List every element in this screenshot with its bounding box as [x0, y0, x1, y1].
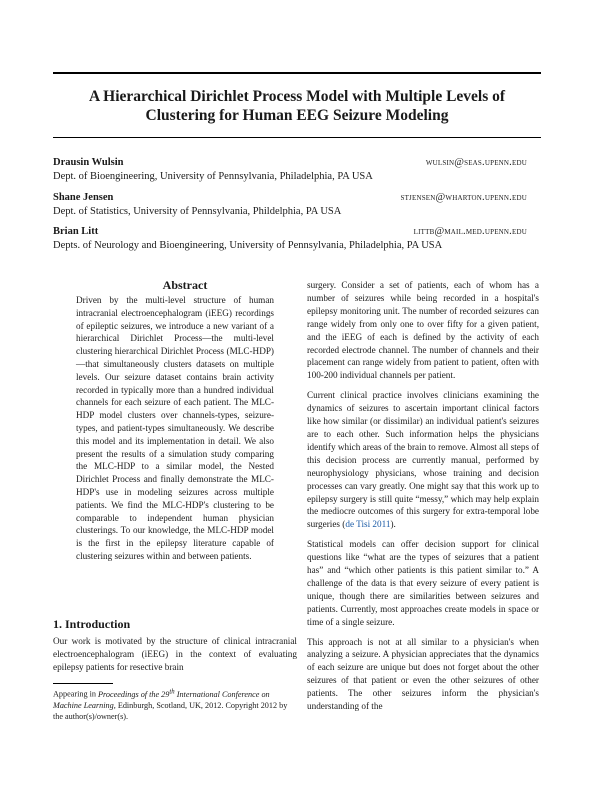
- footnote-rule: [53, 683, 113, 684]
- paragraph: surgery. Consider a set of patients, each of whom has a number of seizures while being recorded in a hospital's epilepsy monitoring unit. The number of recorded seizures can range widely from only one to over fifty for a given patient, and the iEEG of each is defined by the activity of each recorded electrode channel. The number of channels and their placement can range widely from patient to patient, often with 100-200 individual channels per patient.: [307, 280, 539, 381]
- title-line-2: Clustering for Human EEG Seizure Modeling: [145, 107, 449, 124]
- author-email: littb@mail.med.upenn.edu: [413, 226, 527, 237]
- title-line-1: A Hierarchical Dirichlet Process Model with Multiple Levels of: [88, 88, 506, 105]
- abstract-text: Driven by the multi-level structure of human intracranial electroencephalogram (iEEG) recordings of epileptic seizures, we introduce a new variant of a hierarchical Dirichlet Process—the multi-level clustering hierarchical Dirichlet Process (MLC-HDP)—that simultaneously clusters datasets on multiple levels. Our seizure dataset contains brain activity recorded in typically more than a hundred individual channels for each seizure of each patient. The MLC-HDP model clusters over channels-types, seizure-types, and patient-types simultaneously. We describe this model and its implementation in detail. We also present the results of a simulation study comparing the MLC-HDP to a similar model, the Nested Dirichlet Process and finally demonstrate the MLC-HDP's use in modeling seizures across multiple patients. We find the MLC-HDP's clustering to be comparable to independent human physician clusterings. To our knowledge, the MLC-HDP model is the first in the epilepsy literature capable of clustering seizures within and between patients.: [76, 295, 274, 561]
- right-column: [307, 279, 539, 720]
- author-affiliation: Depts. of Neurology and Bioengineering, University of Pennsylvania, Philadelphia, PA USA: [53, 240, 443, 251]
- paragraph-end: ).: [390, 519, 396, 530]
- paragraph: [307, 389, 539, 531]
- footnote-rest: , Edinburgh, Scotland, UK, 2012. Copyright 2012 by the author(s)/owner(s).: [53, 700, 288, 721]
- top-rule: [53, 72, 541, 74]
- footnote-superscript: th: [169, 688, 175, 695]
- paragraph-text: Current clinical practice involves clinicians examining the dynamics of seizures to ascertain important clinical factors like how similar (or dissimilar) an individual patient's seizures are to each other. Such information helps the physicians identify which areas of the brain to remove. Almost all steps of this decision process are currently manual, performed by neurophysiology physicians, whose training and decision processes can vary greatly. One might say that this work up to epilepsy surgery is still quite “messy,” which may help explain the mediocre outcomes of this surgery for extra-temporal lobe surgeries (: [307, 390, 539, 530]
- footnote-venue-b: International Conference on Machine Learning: [53, 689, 270, 710]
- author-email: wulsin@seas.upenn.edu: [425, 157, 527, 168]
- author-affiliation: Dept. of Statistics, University of Pennsylvania, Phildelphia, PA USA: [53, 206, 342, 217]
- author-name: Drausin Wulsin: [53, 157, 124, 168]
- author-email: stjensen@wharton.upenn.edu: [400, 192, 527, 203]
- footnote-prefix: Appearing in: [53, 689, 99, 699]
- title-bottom-rule: [53, 137, 541, 138]
- introduction-text: Our work is motivated by the structure of clinical intracranial electroencephalogram (iEEG) in the context of evaluating epilepsy patients for resective brain: [53, 636, 297, 672]
- author-block-1: [53, 157, 541, 182]
- footnote: [53, 686, 297, 722]
- citation-link[interactable]: de Tisi 2011: [345, 519, 391, 530]
- paper-title: [53, 87, 541, 125]
- paragraph: This approach is not at all similar to a physician's when analyzing a seizure. A physician appreciates that the dynamics of each seizure are unique but does not forget about the other seizures of that patient or even the other seizures of other patients. The other seizures inform the physician's understanding of the: [307, 636, 539, 712]
- author-affiliation: Dept. of Bioengineering, University of Pennsylvania, Philadelphia, PA USA: [53, 171, 373, 182]
- abstract-heading: Abstract: [162, 278, 208, 292]
- author-block-3: [53, 226, 541, 251]
- author-name: Shane Jensen: [53, 192, 114, 203]
- paragraph: Statistical models can offer decision support for clinical questions like “what are the types of seizures that a patient has” and “which other patients is this patient similar to.” A challenge of the data is that every seizure of every patient is unique, though there are similarities between seizures and patients. Currently, most approaches create models in space or time of a single seizure.: [307, 539, 539, 627]
- author-name: Brian Litt: [53, 226, 99, 237]
- section-heading-introduction: 1. Introduction: [53, 617, 131, 631]
- footnote-venue-a: Proceedings of the 29: [98, 689, 170, 699]
- author-block-2: [53, 192, 541, 217]
